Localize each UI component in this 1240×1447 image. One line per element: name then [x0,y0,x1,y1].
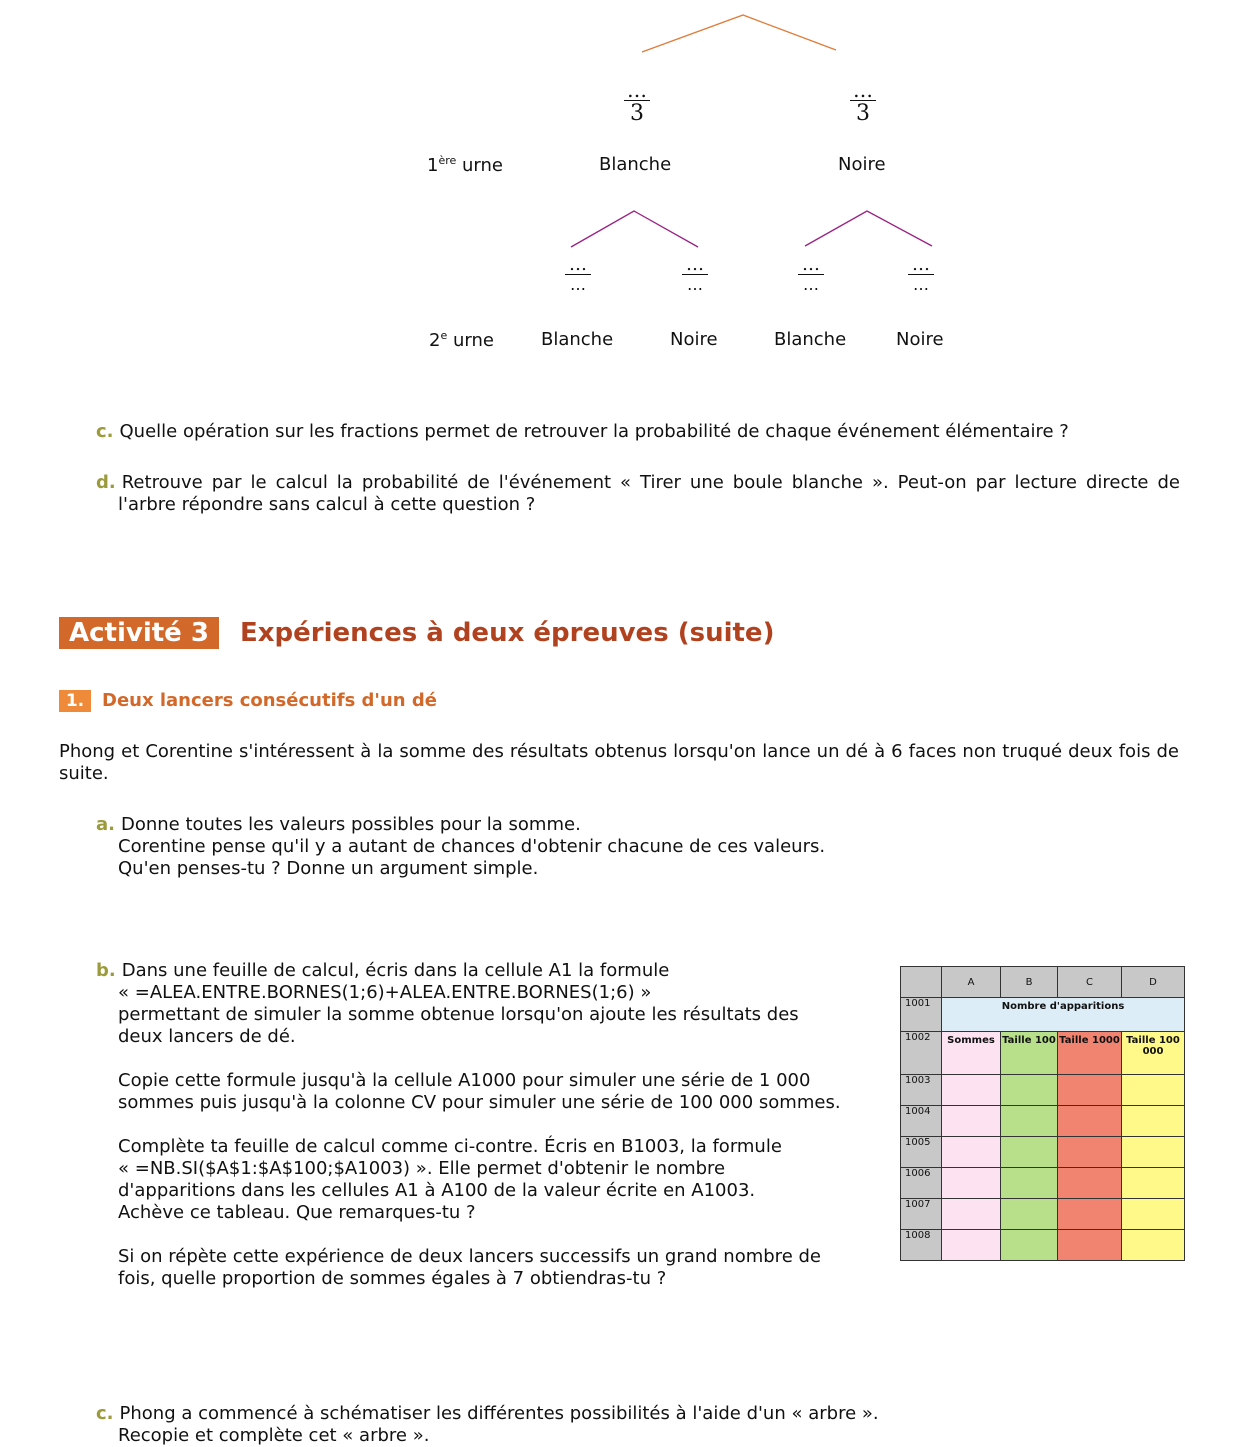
row-number: 1001 [901,998,942,1032]
cell [1001,1199,1058,1230]
question-a [96,814,1180,880]
activity-title: Expériences à deux épreuves (suite) [240,618,775,648]
row-number: 1004 [901,1106,942,1137]
tree-branch-top [642,15,836,52]
cell [1122,1106,1185,1137]
urn1-outcome-noire: Noire [838,154,886,175]
cell [1001,1137,1058,1168]
question-line: d'apparitions dans les cellules A1 à A100 de la valeur écrite en A1003. [118,1180,756,1201]
question-letter: b. [96,960,116,981]
row-number: 1002 [901,1032,942,1075]
question-letter: d. [96,472,116,493]
header-cell: Taille 100 [1001,1032,1058,1075]
fraction-nb: … … [781,258,841,295]
cell [1058,1106,1122,1137]
denominator: 3 [856,101,870,126]
cell [1058,1075,1122,1106]
header-cell: Taille 1000 [1058,1032,1122,1075]
cell [1122,1199,1185,1230]
cell [1001,1230,1058,1261]
numerator: … [853,78,873,102]
cell [942,1137,1001,1168]
cell [1001,1168,1058,1199]
urn2-outcome-3: Blanche [774,329,847,350]
question-line: Dans une feuille de calcul, écris dans la cellule A1 la formule [121,960,670,981]
urn2-outcome-4: Noire [896,329,944,350]
formula-text: « =NB.SI($A$1:$A$100;$A1003) ». Elle permet d'obtenir le nombre [118,1158,726,1179]
question-line: fois, quelle proportion de sommes égales à 7 obtiendras-tu ? [118,1268,667,1289]
urn2-outcome-1: Blanche [541,329,614,350]
cell [942,1168,1001,1199]
column-header: D [1122,967,1185,998]
intro-paragraph: Phong et Corentine s'intéressent à la somme des résultats obtenus lorsqu'on lance un dé à 6 faces non truqué deux fois de suite. [59,741,1179,784]
corner-cell [901,967,942,998]
cell [942,1106,1001,1137]
question-c [96,1403,1180,1447]
cell [1058,1168,1122,1199]
header-cell: Taille 100 000 [1122,1032,1185,1075]
table-row [901,1230,1185,1261]
question-letter: a. [96,814,115,835]
question-letter: c. [96,1403,114,1424]
question-line: Phong a commencé à schématiser les différentes possibilités à l'aide d'un « arbre ». [119,1403,879,1424]
cell [1122,1075,1185,1106]
title-row [901,998,1185,1032]
question-line: Corentine pense qu'il y a autant de chances d'obtenir chacune de ces valeurs. [118,836,826,857]
row-number: 1005 [901,1137,942,1168]
urn1-label: 1ère urne [427,154,503,176]
cell [1058,1137,1122,1168]
table-row [901,1075,1185,1106]
column-header: A [942,967,1001,998]
question-text: Quelle opération sur les fractions permet de retrouver la probabilité de chaque événement élémentaire ? [119,421,1069,442]
fraction-nn: … … [891,258,951,295]
cell [1001,1075,1058,1106]
question-text: Retrouve par le calcul la probabilité de l'événement « Tirer une boule blanche ». Peut-on par lecture directe de l'arbre répondre sans calcul à cette question ? [118,472,1180,515]
question-line: deux lancers de dé. [118,1026,296,1047]
question-c-prev [96,421,1180,443]
urn2-label: 2e urne [429,329,494,351]
header-row [901,1032,1185,1075]
table-row [901,1168,1185,1199]
row-number: 1007 [901,1199,942,1230]
probability-tree [0,0,1240,360]
row-number: 1006 [901,1168,942,1199]
question-line: Complète ta feuille de calcul comme ci-contre. Écris en B1003, la formule [118,1136,782,1157]
section-title: Deux lancers consécutifs d'un dé [102,690,437,711]
table-title-cell: Nombre d'apparitions [942,998,1185,1032]
tree-branch-right [805,211,932,246]
question-d-prev [96,472,1180,516]
cell [942,1075,1001,1106]
denominator: 3 [630,101,644,126]
cell [1122,1137,1185,1168]
cell [1001,1106,1058,1137]
header-cell: Sommes [942,1032,1001,1075]
fraction-bn: … … [665,258,725,295]
table-row [901,1106,1185,1137]
question-line: Donne toutes les valeurs possibles pour la somme. [120,814,581,835]
fraction-noire-urn1 [833,78,893,127]
cell [942,1199,1001,1230]
question-line: permettant de simuler la somme obtenue lorsqu'on ajoute les résultats des [118,1004,799,1025]
column-header: B [1001,967,1058,998]
column-header: C [1058,967,1122,998]
table-row [901,1137,1185,1168]
table-row [901,1199,1185,1230]
activity-badge: Activité 3 [59,617,219,649]
cell [1122,1230,1185,1261]
question-b [96,960,886,1290]
section-number-badge: 1. [59,690,91,712]
fraction-blanche-urn1 [607,78,667,127]
cell [1058,1230,1122,1261]
cell [1058,1199,1122,1230]
cell [942,1230,1001,1261]
row-number: 1008 [901,1230,942,1261]
formula-text: « =ALEA.ENTRE.BORNES(1;6)+ALEA.ENTRE.BORNES(1;6) » [118,982,652,1003]
spreadsheet-table [900,966,1185,1261]
numerator: … [627,78,647,102]
question-line: Copie cette formule jusqu'à la cellule A1000 pour simuler une série de 1 000 [118,1070,811,1091]
row-number: 1003 [901,1075,942,1106]
question-line: Qu'en penses-tu ? Donne un argument simple. [118,858,539,879]
question-line: sommes puis jusqu'à la colonne CV pour simuler une série de 100 000 sommes. [118,1092,841,1113]
column-header-row [901,967,1185,998]
tree-branch-left [571,211,698,247]
question-letter: c. [96,421,114,442]
question-line: Si on répète cette expérience de deux lancers successifs un grand nombre de [118,1246,821,1267]
urn2-outcome-2: Noire [670,329,718,350]
urn1-outcome-blanche: Blanche [599,154,672,175]
fraction-bb: … … [548,258,608,295]
question-line: Achève ce tableau. Que remarques-tu ? [118,1202,476,1223]
question-line: Recopie et complète cet « arbre ». [118,1425,430,1446]
cell [1122,1168,1185,1199]
